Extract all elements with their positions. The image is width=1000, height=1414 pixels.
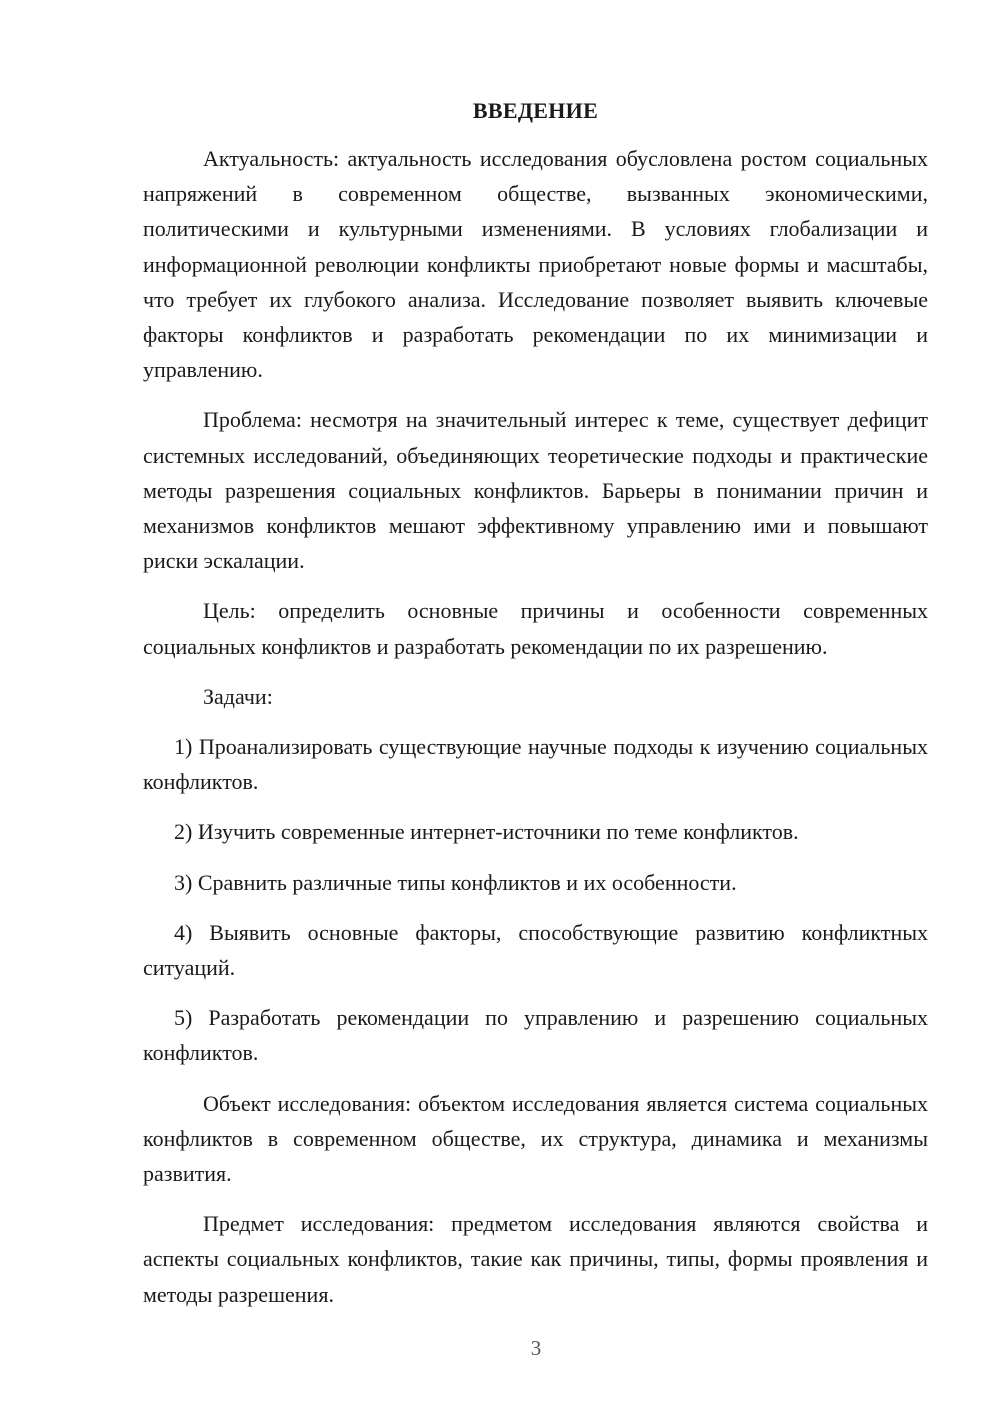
section-heading: ВВЕДЕНИЕ — [472, 98, 599, 123]
task-item: 1) Проанализировать существующие научные подходы к изучению социальных конфликтов. — [143, 734, 928, 795]
task-item: 4) Выявить основные факторы, способствующие развитию конфликтных ситуаций. — [143, 919, 928, 981]
page-content — [143, 96, 928, 1327]
subject-paragraph: Предмет исследования: предметом исследования являются свойства и аспекты социальных конфликтов, такие как причины, типы, формы проявления и методы разрешения. — [143, 1211, 928, 1307]
goal-paragraph: Цель: определить основные причины и особенности современных социальных конфликтов и разработать рекомендации по их разрешению. — [143, 598, 928, 659]
tasks-label: Задачи: — [203, 683, 273, 709]
task-item: 3) Сравнить различные типы конфликтов и их особенности. — [174, 869, 737, 895]
task-item: 5) Разработать рекомендации по управлению и разрешению социальных конфликтов. — [143, 1005, 928, 1066]
relevance-paragraph: Актуальность: актуальность исследования обусловлена ростом социальных напряжений в современном обществе, вызванных экономическими, политическими и культурными изменениями. В условиях глобализации и информационной революции конфликты приобретают новые формы и масштабы, что требует их глубокого анализа. Исследование позволяет выявить ключевые факторы конфликтов и разработать рекомендации по их минимизации и управлению. — [143, 146, 928, 383]
object-paragraph: Объект исследования: объектом исследования является система социальных конфликтов в современном обществе, их структура, динамика и механизмы развития. — [143, 1090, 928, 1187]
problem-paragraph: Проблема: несмотря на значительный интерес к теме, существует дефицит системных исследований, объединяющих теоретические подходы и практические методы разрешения социальных конфликтов. Барьеры в понимании причин и механизмов конфликтов мешают эффективному управлению ими и повышают риски эскалации. — [143, 407, 928, 574]
page-number: 3 — [530, 1336, 542, 1360]
task-item: 2) Изучить современные интернет-источники по теме конфликтов. — [174, 819, 799, 845]
